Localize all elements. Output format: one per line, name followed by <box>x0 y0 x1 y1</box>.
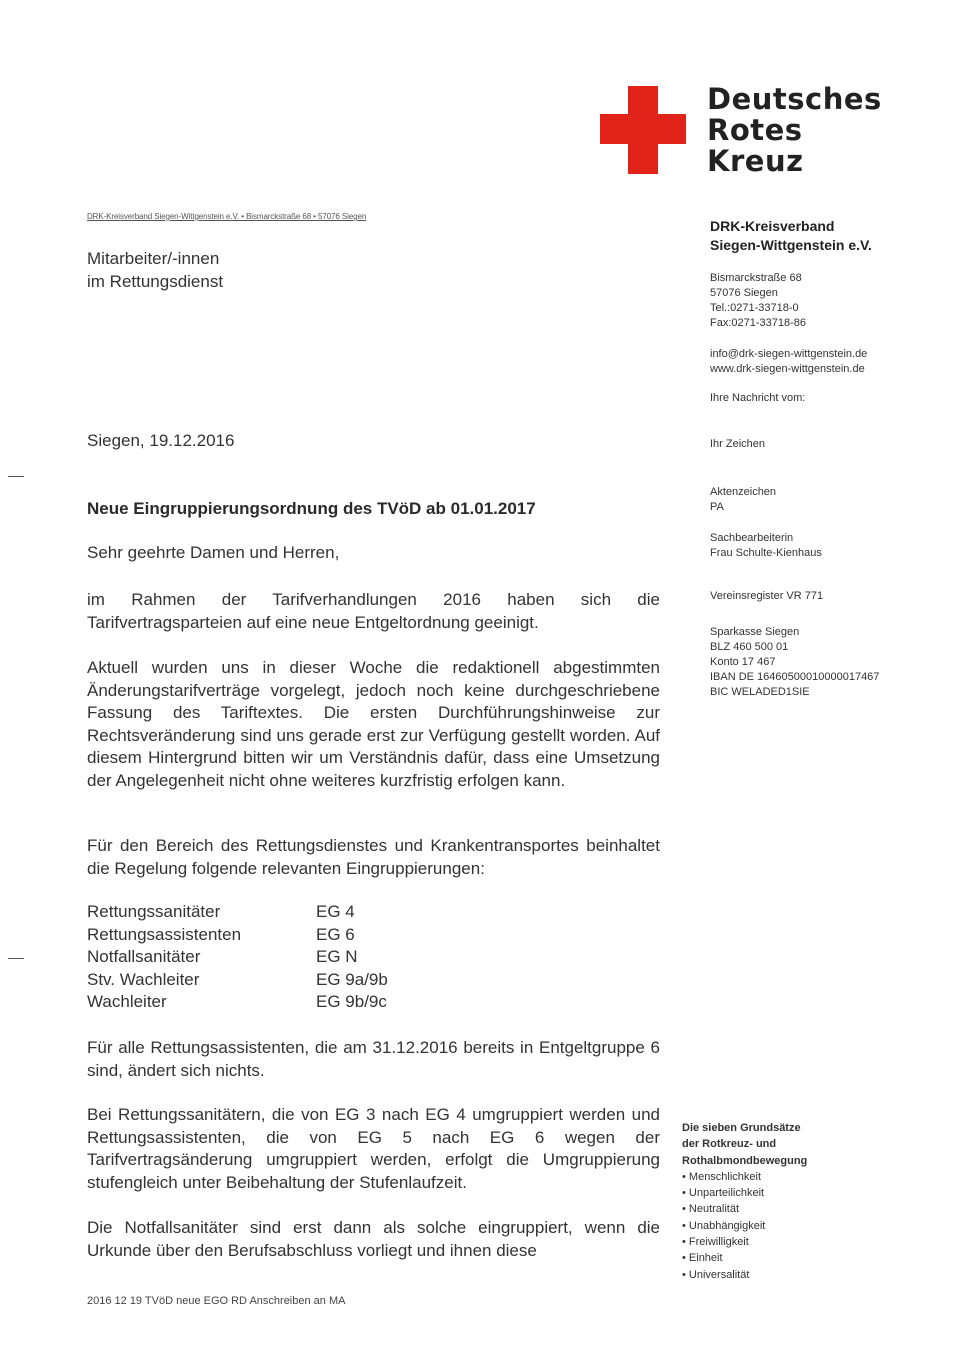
body-paragraph: Für alle Rettungsassistenten, die am 31.12.2016 bereits in Entgeltgruppe 6 sind, ändert sich nichts. <box>87 1038 660 1080</box>
body-paragraph: im Rahmen der Tarifverhandlungen 2016 haben sich die Tarifvertragsparteien auf eine neue Entgeltordnung geeinigt. <box>87 590 660 632</box>
bank-block <box>710 625 879 700</box>
body-paragraph: Bei Rettungssanitätern, die von EG 3 nach EG 4 umgruppiert werden und Rettungsassistenten, die von EG 5 nach EG 6 wegen der Tarifvertragsänderung umgruppiert werden, erfolgt die Umgruppierung stufengleich unter Beibehaltung der Stufenlaufzeit. <box>87 1105 660 1192</box>
recipient-line: im Rettungsdienst <box>87 272 224 291</box>
grouping-row <box>87 991 388 1014</box>
address-line: Bismarckstraße 68 <box>710 272 802 284</box>
principle-item: • Menschlichkeit <box>682 1170 762 1183</box>
grouping-row <box>87 946 388 969</box>
body-paragraph: Aktuell wurden uns in dieser Woche die redaktionell abgestimmten Änderungstarifverträge vorgelegt, jedoch noch keine durchgeschriebene Fassung des Tariftextes. Die ersten Durchführungshinweise zur Rechtsveränderung sind uns gerade erst zur Verfügung gestellt worden. Auf diesem Hintergrund bitten wir um Verständnis dafür, dass eine Umsetzung der Angelegenheit nicht ohne weiteres kurzfristig erfolgen kann. <box>87 658 660 790</box>
body-paragraph: Für den Bereich des Rettungsdienstes und Krankentransportes beinhaltet die Regelung folgende relevanten Eingruppierungen: <box>87 836 660 878</box>
bank-line: BLZ 460 500 01 <box>710 641 789 653</box>
fold-mark <box>8 476 24 477</box>
grouping-grade: EG 9b/9c <box>316 992 387 1012</box>
file-reference-label: Aktenzeichen <box>710 486 777 498</box>
principle-item: • Freiwilligkeit <box>682 1236 749 1249</box>
file-reference-value: PA <box>710 501 724 513</box>
grouping-grade: EG N <box>316 947 358 967</box>
grouping-grade: EG 4 <box>316 902 355 921</box>
body-paragraph: Die Notfallsanitäter sind erst dann als solche eingruppiert, wenn die Urkunde über den Berufsabschluss vorliegt und ihnen diese <box>87 1218 660 1260</box>
grouping-row <box>87 969 388 992</box>
cross-horizontal-bar <box>600 114 686 144</box>
org-line: DRK-Kreisverband <box>710 218 835 234</box>
clerk-label: Sachbearbeiterin <box>710 532 794 544</box>
principle-item: • Unabhängigkeit <box>682 1219 766 1232</box>
grouping-grade: EG 9a/9b <box>316 969 388 989</box>
bank-line: Konto 17 467 <box>710 656 776 668</box>
your-message-label: Ihre Nachricht vom: <box>710 392 806 404</box>
principles-heading: Die sieben Grundsätze <box>682 1122 801 1134</box>
principles-heading: Rothalbmondbewegung <box>682 1154 808 1167</box>
logo-line: Rotes <box>707 113 803 147</box>
sender-return-address: DRK-Kreisverband Siegen-Wittgenstein e.V. • Bismarckstraße 68 • 57076 Siegen <box>87 212 367 221</box>
contact-web-block <box>710 347 867 377</box>
clerk-value: Frau Schulte-Kienhaus <box>710 547 822 559</box>
address-line: 57076 Siegen <box>710 287 778 299</box>
logo-wordmark <box>707 84 882 177</box>
letter-subject: Neue Eingruppierungsordnung des TVöD ab 01.01.2017 <box>87 499 536 518</box>
letter-date: Siegen, 19.12.2016 <box>87 431 235 450</box>
principle-item: • Neutralität <box>682 1203 740 1216</box>
principle-item: • Unparteilichkeit <box>682 1187 765 1200</box>
grouping-role: Rettungssanitäter <box>87 902 221 921</box>
grouping-role: Rettungsassistenten <box>87 924 242 944</box>
grouping-row <box>87 901 388 924</box>
clerk-block <box>710 531 822 561</box>
grouping-role: Stv. Wachleiter <box>87 969 200 989</box>
logo-line: Kreuz <box>707 144 804 178</box>
organization-name <box>710 217 872 255</box>
association-register: Vereinsregister VR 771 <box>710 590 824 602</box>
document-footer: 2016 12 19 TVöD neue EGO RD Anschreiben an MA <box>87 1295 346 1307</box>
salutation: Sehr geehrte Damen und Herren, <box>87 543 340 562</box>
fax-line: Fax:0271-33718-86 <box>710 317 807 329</box>
phone-line: Tel.:0271-33718-0 <box>710 302 799 314</box>
recipient-line: Mitarbeiter/-innen <box>87 249 220 268</box>
address-block <box>710 271 806 331</box>
principle-item: • Einheit <box>682 1252 723 1265</box>
file-reference-block <box>710 485 776 515</box>
grouping-role: Wachleiter <box>87 992 167 1012</box>
your-reference-label: Ihr Zeichen <box>710 438 766 450</box>
seven-principles-block <box>682 1120 807 1283</box>
principle-item: • Universalität <box>682 1268 750 1281</box>
logo-line: Deutsches <box>707 82 882 116</box>
bank-line: IBAN DE 16460500010000017467 <box>710 671 880 683</box>
bank-line: BIC WELADED1SIE <box>710 686 810 698</box>
recipient-block <box>87 247 223 293</box>
grouping-table <box>87 901 388 1014</box>
grouping-row <box>87 924 388 947</box>
org-line: Siegen-Wittgenstein e.V. <box>710 237 872 253</box>
fold-mark <box>8 958 24 959</box>
grouping-role: Notfallsanitäter <box>87 947 201 967</box>
grouping-grade: EG 6 <box>316 924 355 944</box>
bank-line: Sparkasse Siegen <box>710 626 800 638</box>
website-link[interactable]: www.drk-siegen-wittgenstein.de <box>710 363 865 375</box>
email-link[interactable]: info@drk-siegen-wittgenstein.de <box>710 348 868 360</box>
principles-heading: der Rotkreuz- und <box>682 1138 777 1151</box>
